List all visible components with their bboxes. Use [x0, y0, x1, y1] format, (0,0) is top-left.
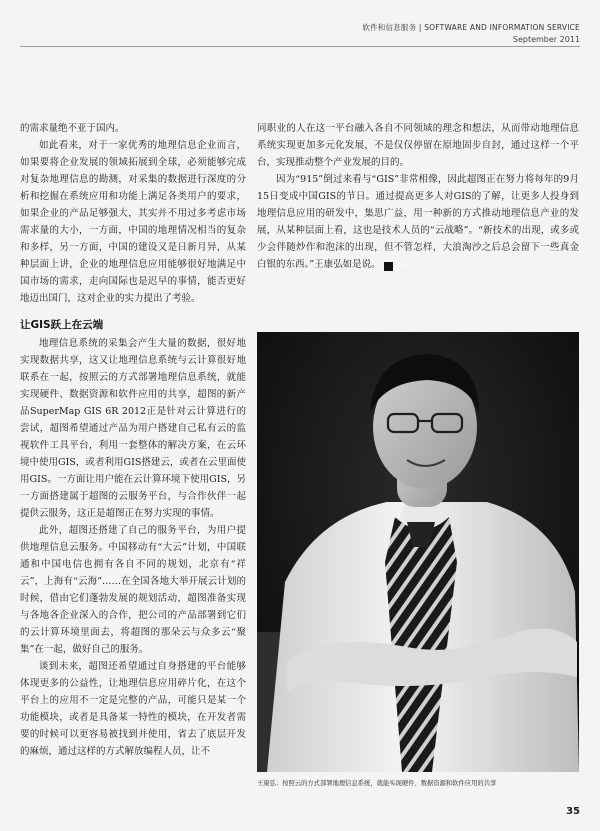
right-paragraph-2-text: 因为“915”倒过来看与“GIS”非常相像，因此超图正在努力将每年的9月15日变成中国GIS的节日。通过提高更多人对GIS的了解，让更多人投身到地理信息应用的研发中，集思广益，用一种新的方式推动地理信息产业的发展，从某种层面上看，这也是技术人员的“云战略”。“新技术的出现，或多或少会伴随炒作和泡沫的出现，但不管怎样，大浪淘沙之后总会留下一些真金白银的东西。”王康弘如是说。 [257, 174, 579, 270]
header-section-cn: 软件和信息服务 [362, 23, 417, 32]
left-column [20, 120, 246, 760]
right-paragraph-2 [257, 171, 579, 273]
header-rule [20, 46, 580, 47]
header-section-en: SOFTWARE AND INFORMATION SERVICE [424, 23, 580, 32]
left-paragraph-4: 此外，超图还搭建了自己的服务平台，为用户提供地理信息云服务。中国移动有“大云”计划，中国联通和中国电信也拥有各自不同的规划，北京有“祥云”，上海有“云海”……在全国各地大举开展云计划的时候，借由它们蓬勃发展的规划活动，超图准备实现与各地各企业深入的合作，把公司的产品部署到它们的云计算环境里面去，将超图的那朵云与众多云“聚集”在一起，做好自己的服务。 [20, 525, 246, 655]
right-column [257, 120, 579, 273]
header-date: September 2011 [512, 35, 580, 44]
portrait-illustration [257, 332, 579, 772]
running-header: 软件和信息服务 | SOFTWARE AND INFORMATION SERVICE September 2011 [362, 23, 580, 44]
page-number: 35 [566, 806, 580, 817]
photo-caption: 王康弘：按照云的方式部署地理信息系统，就能实现硬件、数据资源和软件应用的共享 [257, 780, 497, 787]
left-paragraph-1: 的需求量绝不亚于国内。 [20, 123, 125, 134]
right-paragraph-1: 同职业的人在这一平台融入各自不同领域的理念和想法，从而带动地理信息系统实现更加多元化发展，不是仅仅停留在原地固步自封，通过这样一个平台，实现推动整个产业发展的目的。 [257, 123, 579, 168]
section-heading: 让GIS跃上在云端 [20, 319, 104, 331]
left-paragraph-5: 谈到未来，超图还希望通过自身搭建的平台能够体现更多的公益性，让地理信息应用碎片化，在这个平台上的应用不一定是完整的产品，可能只是某一个功能模块，或者是具备某一特性的模块，在开发者需要的时候可以更容易被找到并使用，省去了底层开发的麻烦，通过这样的方式解放编程人员，让不 [20, 661, 246, 757]
article-end-mark-icon: S [384, 262, 393, 271]
left-paragraph-3: 地理信息系统的采集会产生大量的数据，很好地实现数据共享，这又让地理信息系统与云计算很好地联系在一起，按照云的方式部署地理信息系统，就能实现硬件、数据资源和软件应用的共享，超图的新产品SuperMap GIS 6R 2012正是针对云计算进行的尝试，超图希望通过产品为用户搭建自己私有云的监视软件工具平台，利用一套整体的解决方案，在云环境中使用GIS，或者利用GIS搭建云，或者在云里面使用GIS。一方面让用户能在云计算环境下使用GIS，另一方面搭建属于超图的云服务平台，与合作伙伴一起提供云服务，这正是超图正在努力实现的事情。 [20, 338, 246, 519]
portrait-photo [257, 332, 579, 772]
left-paragraph-2: 如此看来，对于一家优秀的地理信息企业而言，如果要将企业发展的领域拓展到全球，必须能够完成对复杂地理信息的勘测，对采集的数据进行深度的分析和挖掘在系统应用和功能上满足各类用户的要求，如果企业的产品足够强大，其实并不用过多考虑市场需求量的大小，一方面，中国的地理情况相当的复杂和多样，另一方面，中国的建设又是日新月异，从某种层面上讲，企业的地理信息应用能够很好地满足中国市场的需求，走向国际也是迟早的事情，能否更好地迈出国门，这对企业的实力提出了考验。 [20, 140, 246, 304]
